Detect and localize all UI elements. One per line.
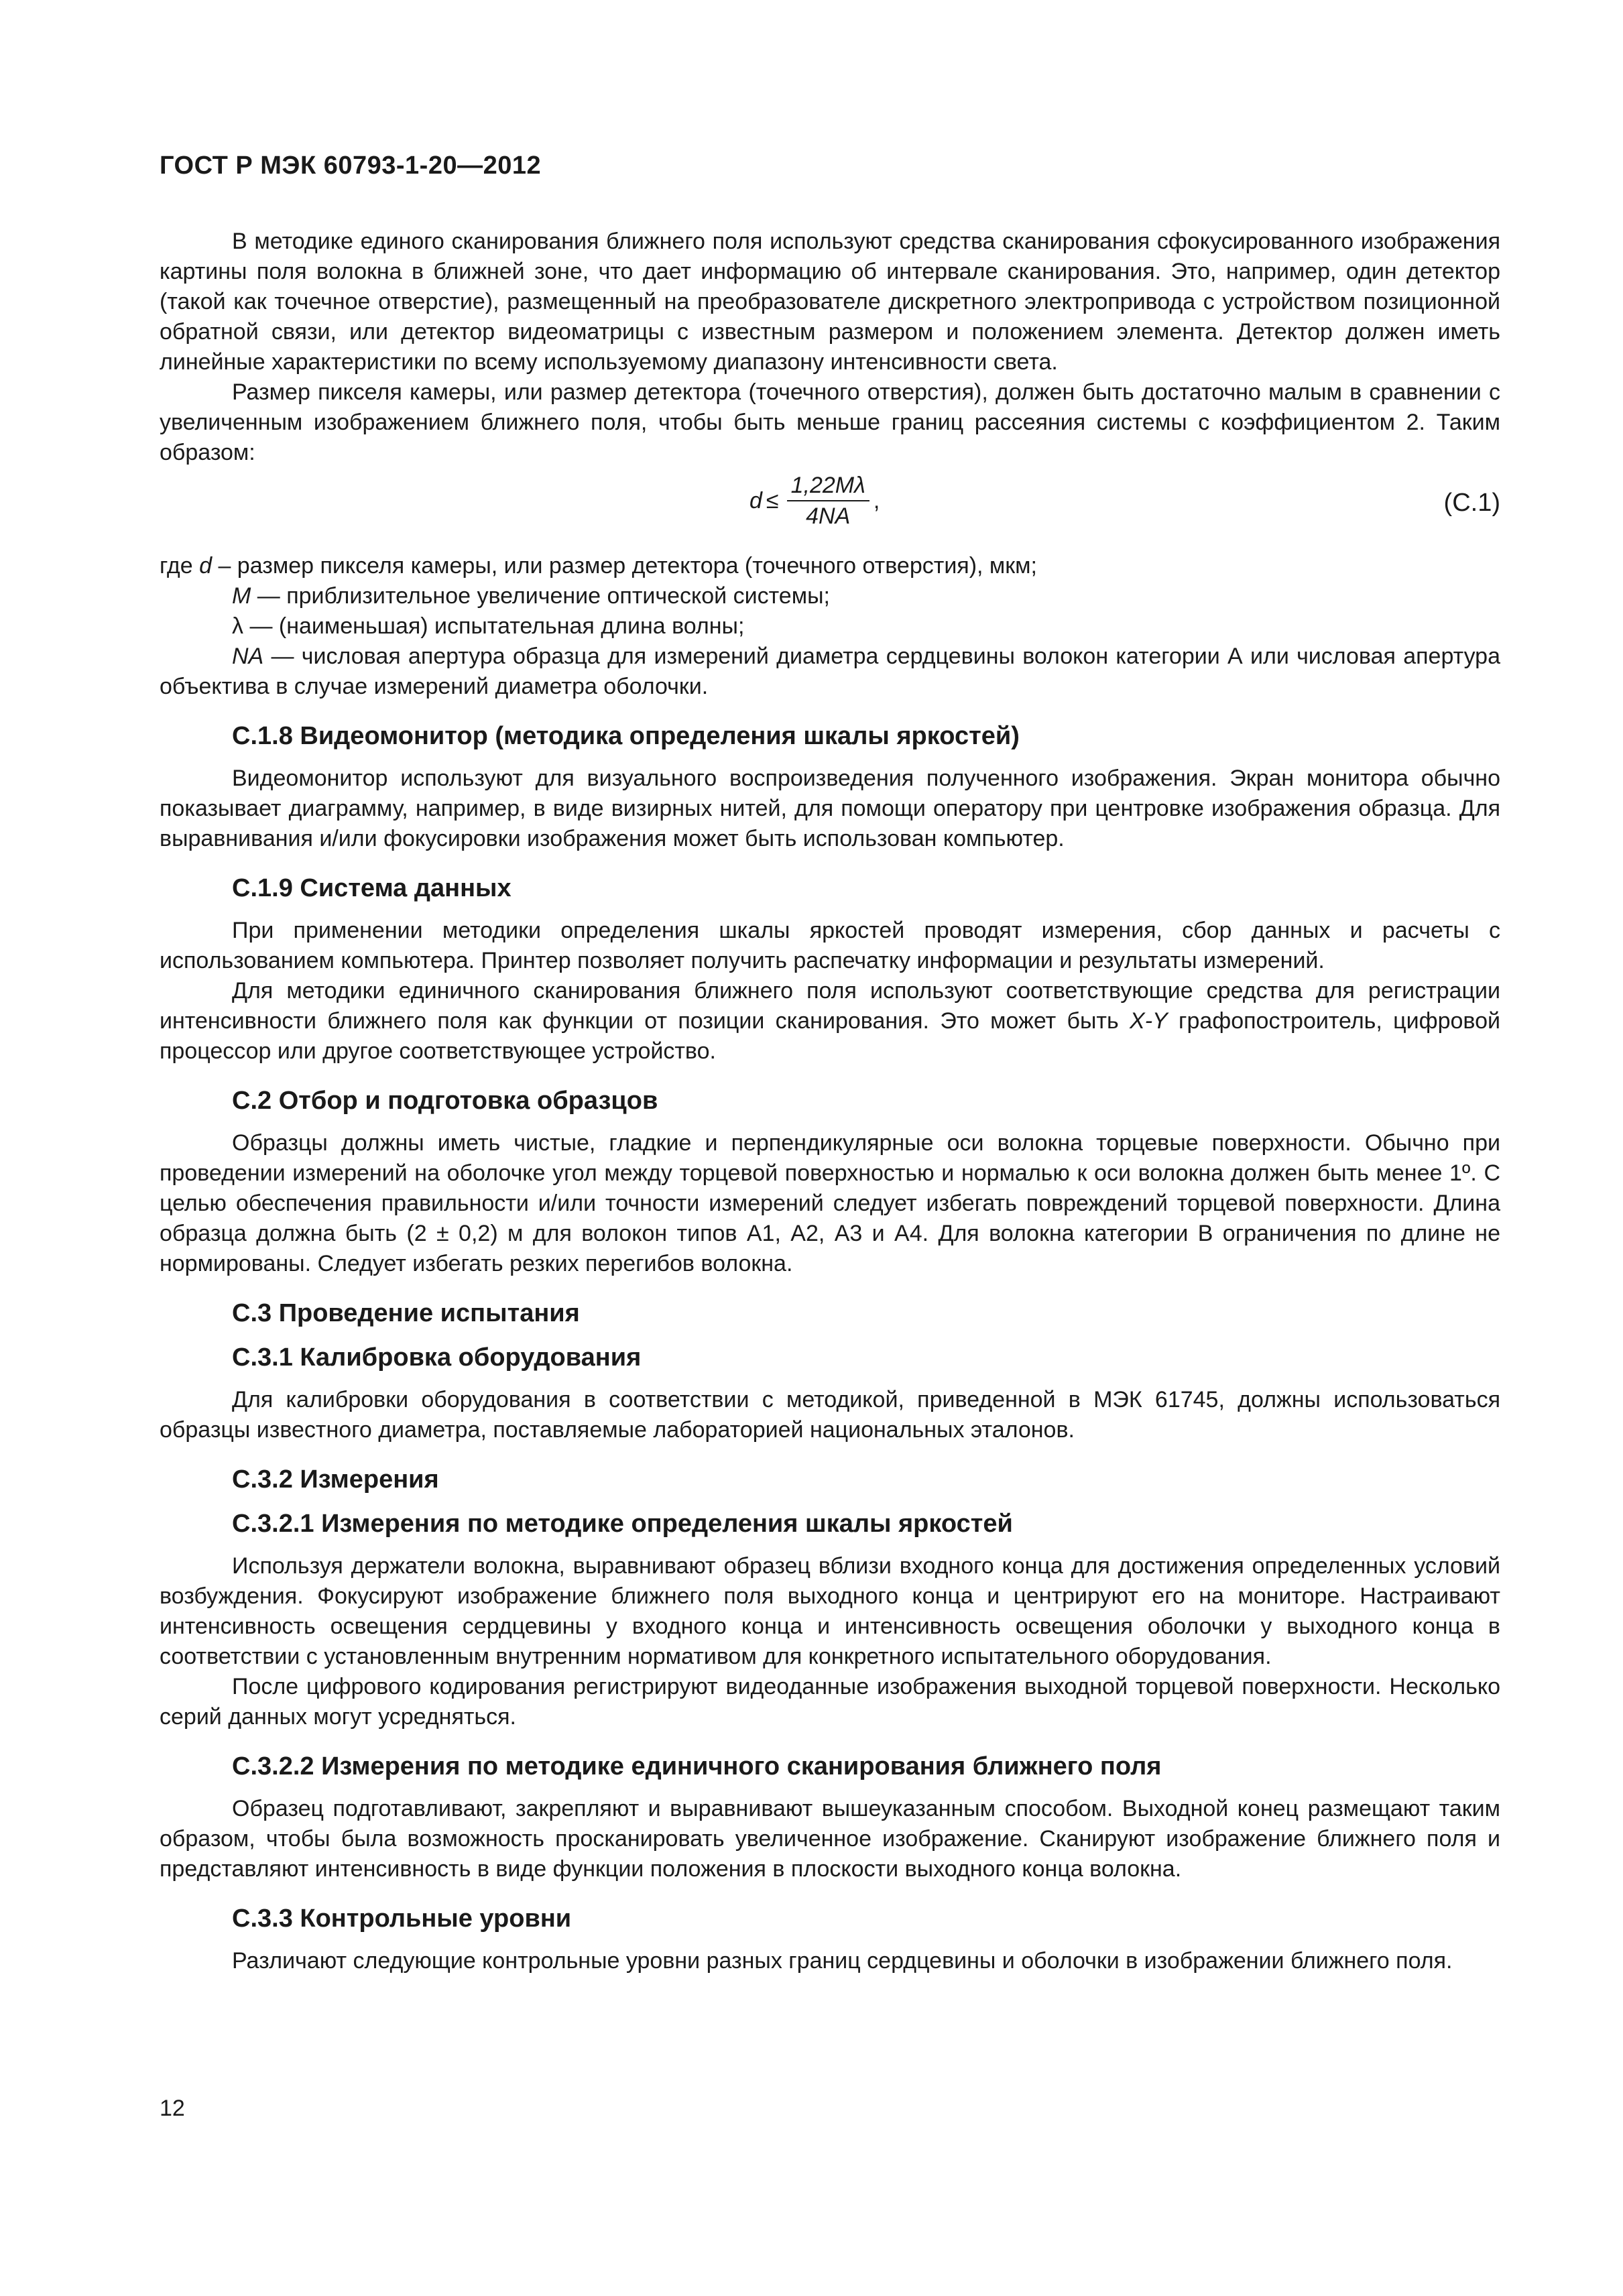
where-d — [160, 551, 1500, 581]
formula-c1 — [160, 468, 1500, 542]
intro-paragraph-1: В методике единого сканирования ближнего поля используют средства сканирования сфокусированного изображения картины поля волокна в ближней зоне, что дает информацию об интервале сканирования. Это, например, один детектор (такой как точечное отверстие), размещенный на преобразователе дискретного электропривода с устройством позиционной обратной связи, или детектор видеоматрицы с известным размером и положением элемента. Детектор должен иметь линейные характеристики по всему используемому диапазону интенсивности света. — [160, 229, 1500, 375]
heading-c322: С.3.2.2 Измерения по методике единичного сканирования ближнего поля — [232, 1752, 1162, 1780]
paragraph-c18: Видеомонитор используют для визуального воспроизведения полученного изображения. Экран монитора обычно показывает диаграмму, например, в виде визирных нитей, для помощи оператору при центровке изображения образца. Для выравнивания и/или фокусировки изображения может быть использован компьютер. — [160, 766, 1500, 851]
formula-denominator: 4NA — [806, 503, 851, 529]
where-m — [160, 581, 1500, 611]
paragraph-c321-2: После цифрового кодирования регистрируют видеоданные изображения выходной торцевой поверхности. Несколько серий данных могут усредняться. — [160, 1674, 1500, 1730]
c19-p2-part-a: Для методики единичного сканирования ближнего поля используют соответствующие средства для регистрации интенсивности ближнего поля как функции от позиции сканирования. Это может быть — [160, 978, 1500, 1034]
heading-c19: С.1.9 Система данных — [232, 874, 512, 902]
where-na — [160, 642, 1500, 702]
paragraph-c19-1: При применении методики определения шкалы яркостей проводят измерения, сбор данных и расчеты с использованием компьютера. Принтер позволяет получить распечатку информации и результаты измерений. — [160, 918, 1500, 973]
paragraph-c2: Образцы должны иметь чистые, гладкие и перпендикулярные оси волокна торцевые поверхности. Обычно при проведении измерений на оболочке угол между торцевой поверхностью и нормалью к оси волокна должен быть менее 1º. С целью обеспечения правильности и/или точности измерений следует избегать повреждений торцевой поверхности. Длина образца должна быть (2 ± 0,2) м для волокон типов А1, А2, А3 и А4. Для волокна категории В ограничения по длине не нормированы. Следует избегать резких перегибов волокна. — [160, 1130, 1500, 1276]
heading-c3: С.3 Проведение испытания — [232, 1299, 580, 1327]
symbol-na: NA — [232, 644, 264, 669]
heading-c2: С.2 Отбор и подготовка образцов — [232, 1087, 658, 1115]
symbol-m: М — [232, 583, 251, 609]
paragraph-c19-2 — [160, 976, 1500, 1067]
symbol-d: d — [199, 553, 212, 579]
page-number: 12 — [160, 2096, 185, 2121]
where-d-text: – размер пикселя камеры, или размер детектора (точечного отверстия), мкм; — [212, 553, 1038, 579]
document-header: ГОСТ Р МЭК 60793-1-20—2012 — [160, 152, 542, 180]
where-na-text: — числовая апертура образца для измерений диаметра сердцевины волокон категории А или числовая апертура объектива в случае измерений диаметра оболочки. — [160, 644, 1500, 699]
formula-lhs: d — [749, 487, 762, 513]
paragraph-c33: Различают следующие контрольные уровни разных границ сердцевины и оболочки в изображении ближнего поля. — [232, 1948, 1453, 1974]
formula-expression — [749, 471, 880, 531]
paragraph-c321-1: Используя держатели волокна, выравнивают образец вблизи входного конца для достижения определенных условий возбуждения. Фокусируют изображение ближнего поля выходного конца и центрируют его на мониторе. Настраивают интенсивность освещения сердцевины у входного конца и интенсивность освещения оболочки у выходного конца в соответствии с установленным внутренним нормативом для конкретного испытательного оборудования. — [160, 1553, 1500, 1669]
where-lambda: λ — (наименьшая) испытательная длина волны; — [232, 613, 745, 639]
document-body — [160, 227, 1500, 1976]
formula-comma: , — [873, 487, 880, 513]
where-m-text: — приблизительное увеличение оптической системы; — [251, 583, 830, 609]
heading-c18: С.1.8 Видеомонитор (методика определения шкалы яркостей) — [232, 722, 1020, 750]
c19-xy-term: X-Y — [1130, 1008, 1168, 1034]
paragraph-c322: Образец подготавливают, закрепляют и выравнивают вышеуказанным способом. Выходной конец размещают таким образом, чтобы была возможность просканировать увеличенное изображение. Сканируют изображение ближнего поля и представляют интенсивность в виде функции положения в плоскости выходного конца волокна. — [160, 1796, 1500, 1882]
c19-p2-part-b: графопостроитель, цифровой процессор или другое соответствующее устройство. — [160, 1008, 1500, 1064]
equation-number: (С.1) — [1443, 489, 1500, 517]
formula-numerator: 1,22Mλ — [787, 471, 869, 501]
paragraph-c31: Для калибровки оборудования в соответствии с методикой, приведенной в МЭК 61745, должны использоваться образцы известного диаметра, поставляемые лабораторией национальных эталонов. — [160, 1387, 1500, 1443]
where-prefix: где — [160, 553, 200, 579]
heading-c31: С.3.1 Калибровка оборудования — [232, 1343, 642, 1372]
formula-le-sign: ≤ — [766, 487, 779, 513]
formula-fraction — [787, 471, 869, 531]
heading-c32: С.3.2 Измерения — [232, 1465, 439, 1494]
heading-c321: С.3.2.1 Измерения по методике определения шкалы яркостей — [232, 1510, 1013, 1538]
intro-paragraph-2: Размер пикселя камеры, или размер детектора (точечного отверстия), должен быть достаточно малым в сравнении с увеличенным изображением ближнего поля, чтобы быть меньше границ рассеяния системы с коэффициентом 2. Таким образом: — [160, 379, 1500, 465]
heading-c33: С.3.3 Контрольные уровни — [232, 1905, 572, 1933]
